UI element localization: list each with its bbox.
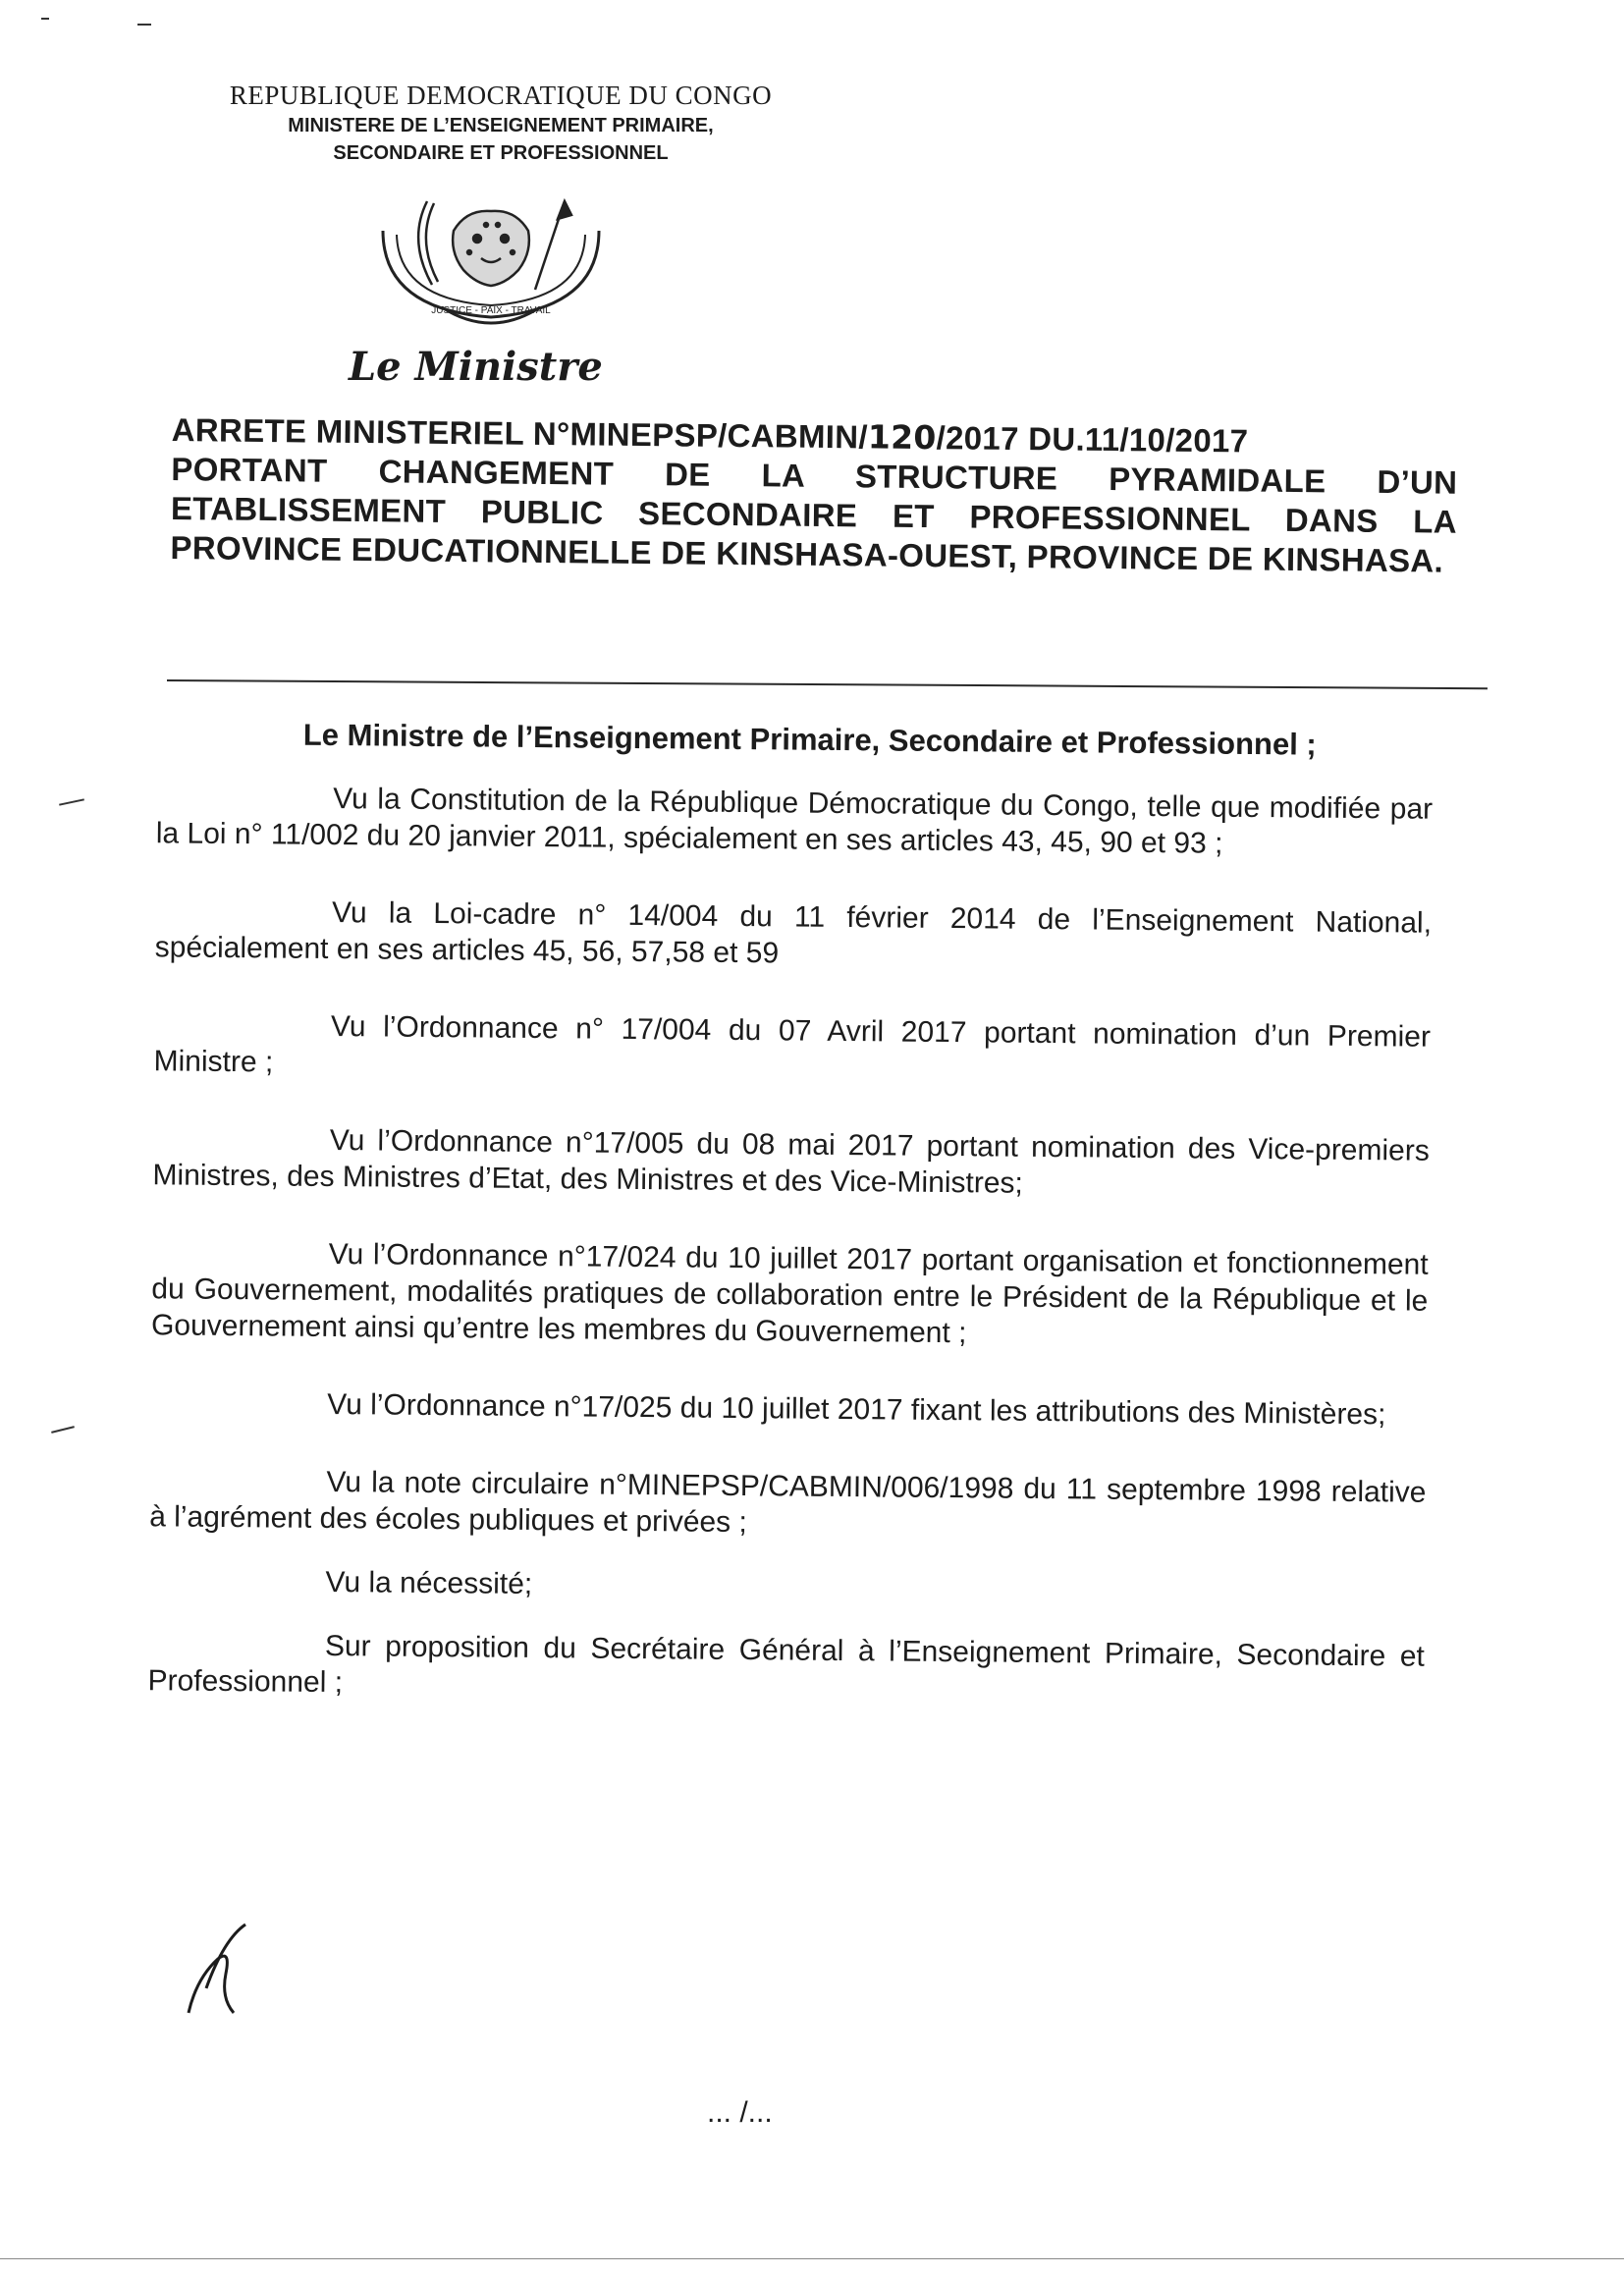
ministry-name-line2: SECONDAIRE ET PROFESSIONNEL: [333, 142, 669, 164]
whereas-paragraph: Vu la note circulaire n°MINEPSP/CABMIN/006/1998 du 11 septembre 1998 relative à l’agrément des écoles publiques et privées ;: [149, 1465, 1427, 1540]
decree-title: PORTANT CHANGEMENT DE LA STRUCTURE PYRAMIDALE D’UN ETABLISSEMENT PUBLIC SECONDAIRE ET PROFESSIONNEL DANS LA PROVINCE EDUCATIONNELLE DE KINSHASA-OUEST, PROVINCE DE KINSHASA.: [170, 450, 1458, 579]
signatory-title: Le Ministre: [349, 344, 603, 390]
whereas-paragraph: Vu la Loi-cadre n° 14/004 du 11 février 2014 de l’Enseignement National, spécialement en ses articles 45, 56, 57,58 et 59: [154, 896, 1433, 970]
preamble-title: Le Ministre de l’Enseignement Primaire, Secondaire et Professionnel ;: [302, 717, 1317, 762]
whereas-paragraph: Sur proposition du Secrétaire Général à l’Enseignement Primaire, Secondaire et Professionnel ;: [147, 1629, 1426, 1700]
decree-preamble: [118, 715, 1434, 1753]
whereas-paragraph: Vu l’Ordonnance n°17/025 du 10 juillet 2017 fixant les attributions des Ministères;: [327, 1387, 1386, 1432]
ministry-name-line1: MINISTERE DE L’ENSEIGNEMENT PRIMAIRE,: [288, 115, 714, 136]
decree-ref-number: 120: [867, 417, 937, 458]
heading-divider: [167, 679, 1488, 689]
whereas-paragraph: Vu la Constitution de la République Démocratique du Congo, telle que modifiée par la Loi n° 11/002 du 20 janvier 2011, spécialement en ses articles 43, 45, 90 et 93 ;: [155, 783, 1434, 860]
coat-of-arms-icon: [363, 191, 619, 339]
whereas-paragraph: Vu la nécessité;: [325, 1565, 533, 1600]
emblem-motto: JUSTICE - PAIX - TRAVAIL: [431, 305, 551, 316]
continuation-mark: ... /...: [707, 2096, 773, 2129]
whereas-paragraph: Vu l’Ordonnance n°17/005 du 08 mai 2017 portant nomination des Vice-premiers Ministres, des Ministres d’Etat, des Ministres et des Vice-Ministres;: [152, 1123, 1430, 1200]
scan-mark: [0, 2258, 1624, 2259]
scan-mark: [51, 1426, 75, 1434]
decree-ref-sep: /: [1119, 421, 1130, 459]
country-name: REPUBLIQUE DEMOCRATIQUE DU CONGO: [229, 81, 773, 110]
decree-ref-month: 10: [1128, 421, 1166, 459]
decree-ref-end: /2017: [1165, 421, 1249, 460]
scan-mark: [41, 18, 49, 20]
handwritten-initial: [177, 1920, 255, 2028]
scan-mark: [137, 24, 151, 26]
whereas-paragraph: Vu l’Ordonnance n° 17/004 du 07 Avril 2017 portant nomination d’un Premier Ministre ;: [153, 1010, 1432, 1079]
decree-ref-prefix: ARRETE MINISTERIEL N°MINEPSP/CABMIN/: [171, 410, 869, 456]
whereas-paragraph: Vu l’Ordonnance n°17/024 du 10 juillet 2017 portant organisation et fonctionnement du Gouvernement, modalités pratiques de collaboration entre le Président de la République et le Gouvernement ainsi qu’entre les membres du Gouvernement ;: [150, 1237, 1429, 1350]
decree-ref-year: /2017 DU.: [936, 419, 1086, 458]
letterhead: [167, 79, 835, 167]
scan-mark: [59, 798, 84, 805]
decree-ref-day: 11: [1084, 420, 1120, 459]
decree-heading: [170, 410, 1458, 581]
